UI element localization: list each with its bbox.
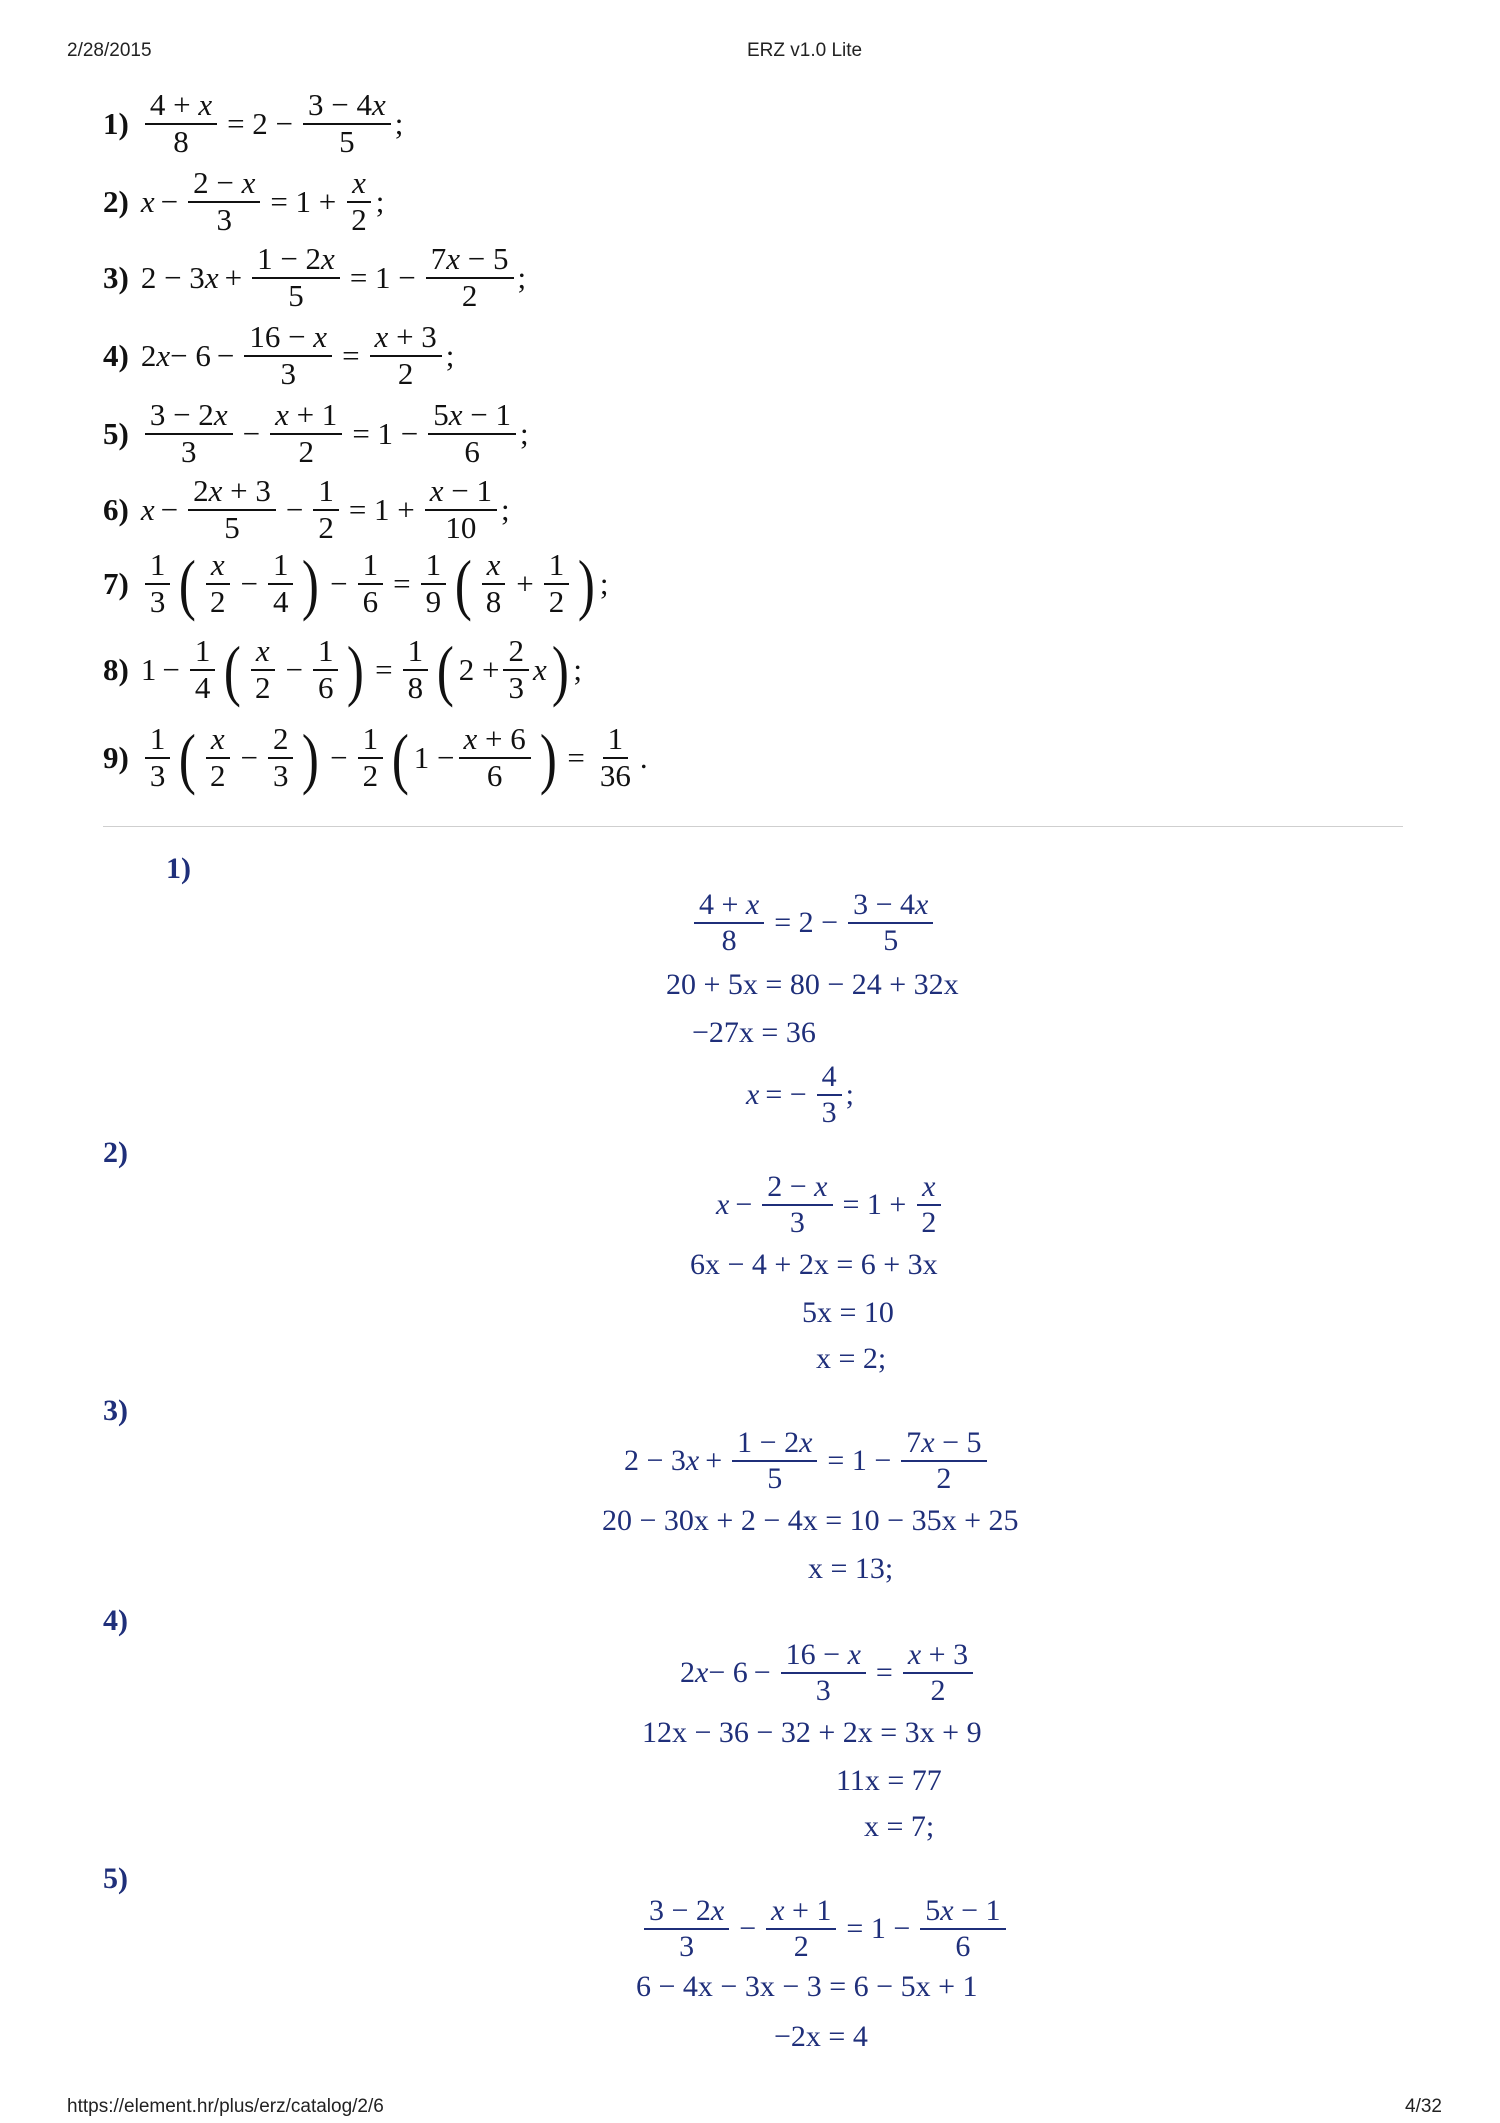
- solution-3-line-2: 20 − 30x + 2 − 4x = 10 − 35x + 25: [602, 1504, 1019, 1537]
- solution-3-line-1: 2 − 3 x + $\frac{1 - 2x}{5}$ = 1 − $\frac{7x - 5}{2}$: [624, 1426, 991, 1495]
- solution-1-label: 1): [166, 852, 191, 885]
- problem-3: 3) 2 − 3 x + $\frac{1 - 2x}{5}$ = 1 − $\frac{7x - 5}{2}$ ;: [103, 241, 527, 313]
- solution-4-line-3: 11x = 77: [836, 1764, 942, 1797]
- problem-5: 5) $\frac{3 - 2x}{3}$ − $\frac{x + 1}{2}$ = 1 − $\frac{5x - 1}{6}$ ;: [103, 397, 529, 469]
- problem-7: 7) $\frac{1}{3}$ ( $\frac{x}{2}$ − $\frac{1}{4}$ ) − $\frac{1}{6}$ = $\frac{1}{9}$ ( $\frac{x}{8}$ + $\frac{1}{2}$ ) ;: [103, 545, 609, 622]
- problem-number: 5): [103, 415, 129, 451]
- solution-3-label: 3): [103, 1394, 128, 1427]
- solution-5-line-3: −2x = 4: [774, 2020, 868, 2053]
- solution-2-line-1: x − $\frac{2 - x}{3}$ = 1 + $\frac{x}{2}$: [716, 1170, 945, 1239]
- solution-4-line-2: 12x − 36 − 32 + 2x = 3x + 9: [642, 1716, 982, 1749]
- problem-2: 2) x − $\frac{2 - x}{3}$ = 1 + $\frac{x}{2}$ ;: [103, 165, 385, 237]
- page-title: ERZ v1.0 Lite: [747, 40, 863, 61]
- solution-5-line-1: $\frac{3 - 2x}{3}$ − $\frac{x + 1}{2}$ = 1 − $\frac{5x - 1}{6}$: [640, 1894, 1010, 1963]
- page-number: 4/32: [1405, 2096, 1442, 2117]
- problem-8: 8) 1 − $\frac{1}{4}$ ( $\frac{x}{2}$ − $\frac{1}{6}$ ) = $\frac{1}{8}$ ( 2 + $\frac{2}{3}$ x ) ;: [103, 631, 583, 708]
- problem-number: 8): [103, 651, 129, 687]
- solution-1-line-3: −27x = 36: [692, 1016, 816, 1049]
- problem-number: 3): [103, 259, 129, 295]
- solution-2-line-4: x = 2;: [816, 1342, 887, 1375]
- section-divider: [103, 826, 1403, 827]
- solution-2-line-3: 5x = 10: [802, 1296, 894, 1329]
- problem-4: 4) 2 x − 6 − $\frac{16 - x}{3}$ = $\frac{x + 3}{2}$ ;: [103, 319, 455, 391]
- solution-1-line-2: 20 + 5x = 80 − 24 + 32x: [666, 968, 959, 1001]
- problem-1: 1) $\frac{4 + x}{8}$ = 2 − $\frac{3 - 4x}{5}$ ;: [103, 87, 404, 159]
- problem-9: 9) $\frac{1}{3}$ ( $\frac{x}{2}$ − $\frac{2}{3}$ ) − $\frac{1}{2}$ ( 1 − $\frac{x + 6}{6}$ ) = $\frac{1}{36}$ .: [103, 719, 648, 796]
- solution-5-line-2: 6 − 4x − 3x − 3 = 6 − 5x + 1: [636, 1970, 978, 2003]
- problem-number: 4): [103, 337, 129, 373]
- problem-number: 2): [103, 183, 129, 219]
- page-url[interactable]: https://element.hr/plus/erz/catalog/2/6: [67, 2096, 384, 2117]
- problem-number: 7): [103, 565, 129, 601]
- solution-4-line-1: 2 x − 6 − $\frac{16 - x}{3}$ = $\frac{x + 3}{2}$: [680, 1638, 977, 1707]
- solution-2-label: 2): [103, 1136, 128, 1169]
- problem-number: 1): [103, 105, 129, 141]
- problem-6: 6) x − $\frac{2x + 3}{5}$ − $\frac{1}{2}$ = 1 + $\frac{x - 1}{10}$ ;: [103, 473, 510, 545]
- solution-1-line-4: x = − $\frac{4}{3}$ ;: [746, 1060, 855, 1129]
- solution-3-line-3: x = 13;: [808, 1552, 894, 1585]
- solution-1-line-1: $\frac{4 + x}{8}$ = 2 − $\frac{3 - 4x}{5}$: [690, 888, 937, 957]
- solution-4-line-4: x = 7;: [864, 1810, 935, 1843]
- solution-2-line-2: 6x − 4 + 2x = 6 + 3x: [690, 1248, 938, 1281]
- solution-4-label: 4): [103, 1604, 128, 1637]
- problem-number: 6): [103, 491, 129, 527]
- print-date: 2/28/2015: [67, 40, 152, 61]
- solution-5-label: 5): [103, 1862, 128, 1895]
- problem-number: 9): [103, 739, 129, 775]
